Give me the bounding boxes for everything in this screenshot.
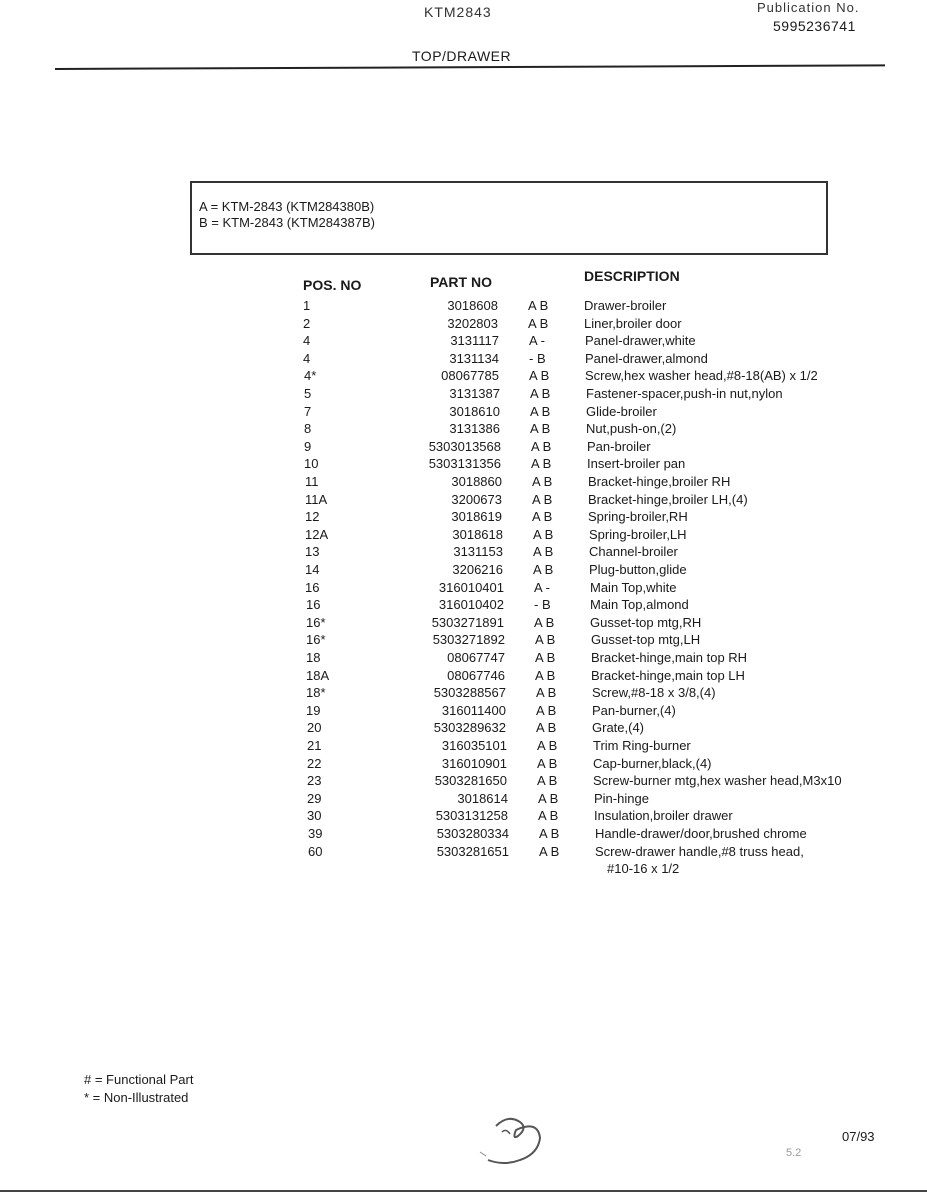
part-description: Pan-broiler [587, 438, 651, 454]
part-number: 316010402 [438, 597, 504, 613]
pos-number: 10 [304, 456, 319, 472]
table-row [0, 631, 927, 649]
part-description: Bracket-hinge,main top LH [591, 667, 745, 683]
part-number: 3202803 [447, 315, 498, 331]
model-applicability: A B [530, 403, 551, 419]
part-description: Panel-drawer,white [585, 333, 696, 349]
publication-number: 5995236741 [773, 18, 856, 34]
model-applicability: A B [529, 368, 550, 384]
header-divider [55, 64, 885, 70]
pos-number: 16 [305, 579, 320, 595]
model-applicability: A B [538, 808, 559, 824]
model-applicability: A B [537, 773, 558, 789]
pos-number: 20 [307, 720, 322, 736]
table-row [0, 420, 927, 438]
part-description: Main Top,almond [590, 597, 689, 613]
pos-number: 1 [303, 298, 311, 313]
part-description: Cap-burner,black,(4) [593, 755, 712, 771]
part-description: Grate,(4) [592, 720, 645, 736]
part-number: 3018610 [449, 403, 500, 419]
table-row [0, 473, 927, 491]
model-applicability: A B [531, 456, 552, 472]
model-applicability: A B [535, 667, 556, 683]
pos-number: 4 [303, 350, 311, 366]
table-row [0, 719, 927, 737]
pos-number: 19 [306, 702, 321, 718]
pos-number: 22 [307, 755, 322, 771]
part-description: Insert-broiler pan [587, 456, 686, 472]
model-applicability: A B [532, 509, 553, 525]
part-description: Trim Ring-burner [593, 738, 691, 753]
pos-number: 16* [306, 632, 326, 648]
pos-number: 11A [305, 491, 328, 507]
table-row [0, 332, 927, 350]
model-applicability: A B [539, 843, 560, 859]
part-number: 08067785 [441, 368, 499, 384]
part-number: 3200673 [451, 491, 502, 507]
pos-number: 4 [303, 333, 311, 349]
model-applicability: A B [536, 685, 557, 701]
part-number: 5303271891 [431, 614, 504, 630]
model-applicability: A B [533, 562, 554, 577]
part-description: Insulation,broiler drawer [594, 808, 733, 824]
model-a-label: A = KTM-2843 (KTM284380B) [199, 199, 375, 214]
part-number: 5303281651 [436, 843, 509, 859]
table-row [0, 825, 927, 843]
table-row [0, 438, 927, 456]
part-number: 3018618 [452, 526, 503, 542]
pos-number: 18* [306, 685, 326, 701]
part-description: Panel-drawer,almond [585, 350, 708, 366]
model-applicability: A B [528, 315, 549, 331]
part-description: Gusset-top mtg,LH [591, 632, 701, 648]
part-number: 3131153 [453, 544, 503, 560]
part-description: Bracket-hinge,broiler LH,(4) [588, 491, 748, 507]
table-row [0, 772, 927, 790]
table-row [0, 614, 927, 632]
pos-number: 11 [305, 474, 319, 489]
part-description: Plug-button,glide [589, 562, 687, 577]
column-header-pos: POS. NO [303, 277, 362, 293]
model-applicability: A - [529, 333, 545, 349]
model-applicability: A B [537, 738, 558, 753]
pos-number: 29 [307, 790, 322, 806]
model-applicability: A B [530, 386, 551, 401]
part-description: Bracket-hinge,broiler RH [588, 474, 731, 489]
table-row [0, 491, 927, 509]
revision-date: 07/93 [842, 1129, 875, 1144]
part-number: 5303288567 [433, 685, 506, 701]
pos-number: 12A [305, 526, 329, 542]
part-description: Glide-broiler [586, 403, 657, 419]
table-row [0, 455, 927, 473]
pos-number: 5 [304, 386, 312, 401]
table-row [0, 297, 927, 315]
part-number: 3206216 [452, 562, 503, 577]
part-number: 316035101 [441, 738, 507, 753]
part-description: Spring-broiler,RH [588, 509, 688, 525]
model-number: KTM2843 [424, 4, 492, 20]
part-description: Bracket-hinge,main top RH [591, 650, 748, 665]
part-number: 316010901 [441, 755, 507, 771]
part-description: Screw,#8-18 x 3/8,(4) [592, 685, 716, 701]
signature-scribble-icon [468, 1108, 558, 1170]
table-row [0, 702, 927, 720]
publication-label: Publication No. [757, 0, 860, 15]
model-applicability: A B [530, 421, 551, 437]
part-number: 316011400 [441, 702, 506, 718]
part-number: 08067747 [447, 650, 505, 665]
footer-divider [0, 1190, 927, 1192]
column-header-description: DESCRIPTION [584, 268, 680, 284]
part-description: Spring-broiler,LH [589, 526, 687, 542]
model-applicability: A - [534, 579, 550, 595]
part-number: 3018608 [447, 298, 498, 313]
pos-number: 23 [307, 773, 322, 789]
legend-functional: # = Functional Part [84, 1072, 194, 1087]
table-row [0, 596, 927, 614]
part-description-cont: #10-16 x 1/2 [607, 860, 680, 876]
table-row [0, 667, 927, 685]
table-row [0, 649, 927, 667]
legend-non-illustrated: * = Non-Illustrated [84, 1090, 189, 1105]
model-applicability: A B [532, 491, 553, 507]
part-number: 3018614 [457, 790, 508, 806]
model-applicability: A B [536, 702, 557, 718]
table-row [0, 843, 927, 876]
table-row [0, 543, 927, 561]
model-b-label: B = KTM-2843 (KTM284387B) [199, 215, 375, 230]
model-applicability: A B [535, 650, 556, 665]
part-description: Fastener-spacer,push-in nut,nylon [586, 386, 783, 401]
pos-number: 60 [308, 843, 323, 859]
table-row [0, 561, 927, 579]
pos-number: 16* [306, 614, 326, 630]
table-row [0, 684, 927, 702]
pos-number: 4* [304, 368, 317, 384]
part-description: Main Top,white [590, 579, 677, 595]
model-applicability: A B [537, 755, 558, 771]
part-description: Nut,push-on,(2) [586, 421, 677, 437]
page-smudge: 5.2 [786, 1147, 802, 1159]
table-row [0, 508, 927, 526]
pos-number: 12 [305, 509, 320, 525]
part-number: 5303280334 [436, 826, 509, 841]
table-row [0, 315, 927, 333]
part-description: Screw,hex washer head,#8-18(AB) x 1/2 [585, 368, 818, 384]
model-applicability: A B [531, 438, 552, 454]
part-description: Pan-burner,(4) [592, 702, 676, 718]
model-applicability: - B [529, 350, 546, 366]
pos-number: 16 [306, 597, 321, 613]
table-row [0, 790, 927, 808]
table-row [0, 807, 927, 825]
part-number: 3018619 [451, 509, 502, 525]
table-row [0, 367, 927, 385]
table-row [0, 737, 927, 755]
part-number: 3131117 [450, 333, 499, 349]
part-description: Drawer-broiler [584, 298, 667, 313]
table-row [0, 579, 927, 597]
table-row [0, 755, 927, 773]
model-applicability: - B [534, 597, 551, 613]
part-number: 5303013568 [428, 438, 501, 454]
pos-number: 18 [306, 650, 321, 665]
model-applicability: A B [538, 790, 559, 806]
part-number: 316010401 [438, 579, 504, 595]
part-description: Screw-drawer handle,#8 truss head, [595, 843, 804, 859]
pos-number: 18A [306, 667, 330, 683]
part-number: 3131387 [449, 386, 500, 401]
section-title: TOP/DRAWER [412, 48, 512, 64]
model-applicability: A B [539, 826, 560, 841]
part-description: Handle-drawer/door,brushed chrome [595, 826, 807, 841]
model-applicability: A B [532, 474, 553, 489]
pos-number: 8 [304, 421, 312, 437]
pos-number: 13 [305, 544, 320, 560]
table-row [0, 403, 927, 421]
pos-number: 21 [307, 738, 322, 753]
part-number: 5303281650 [434, 773, 507, 789]
model-applicability: A B [536, 720, 557, 736]
model-applicability: A B [533, 544, 554, 560]
table-row [0, 526, 927, 544]
part-number: 5303131356 [428, 456, 501, 472]
column-header-part: PART NO [430, 274, 492, 290]
model-applicability: A B [533, 526, 554, 542]
part-number: 5303289632 [433, 720, 506, 736]
part-description: Gusset-top mtg,RH [590, 614, 702, 630]
part-description: Liner,broiler door [584, 315, 682, 331]
table-row [0, 350, 927, 368]
model-applicability: A B [534, 614, 555, 630]
pos-number: 39 [308, 826, 323, 841]
pos-number: 9 [304, 438, 312, 454]
pos-number: 30 [307, 808, 322, 824]
part-number: 3131386 [449, 421, 500, 437]
pos-number: 2 [303, 315, 311, 331]
part-number: 08067746 [447, 667, 505, 683]
part-number: 5303131258 [435, 808, 508, 824]
pos-number: 7 [304, 403, 312, 419]
part-number: 3018860 [451, 474, 502, 489]
part-description: Screw-burner mtg,hex washer head,M3x10 [593, 773, 842, 789]
pos-number: 14 [305, 562, 320, 577]
table-row [0, 385, 927, 403]
part-description: Pin-hinge [594, 790, 649, 806]
model-applicability: A B [535, 632, 556, 648]
model-applicability: A B [528, 298, 549, 313]
part-number: 3131134 [449, 350, 499, 366]
part-number: 5303271892 [432, 632, 505, 648]
part-description: Channel-broiler [589, 544, 678, 560]
